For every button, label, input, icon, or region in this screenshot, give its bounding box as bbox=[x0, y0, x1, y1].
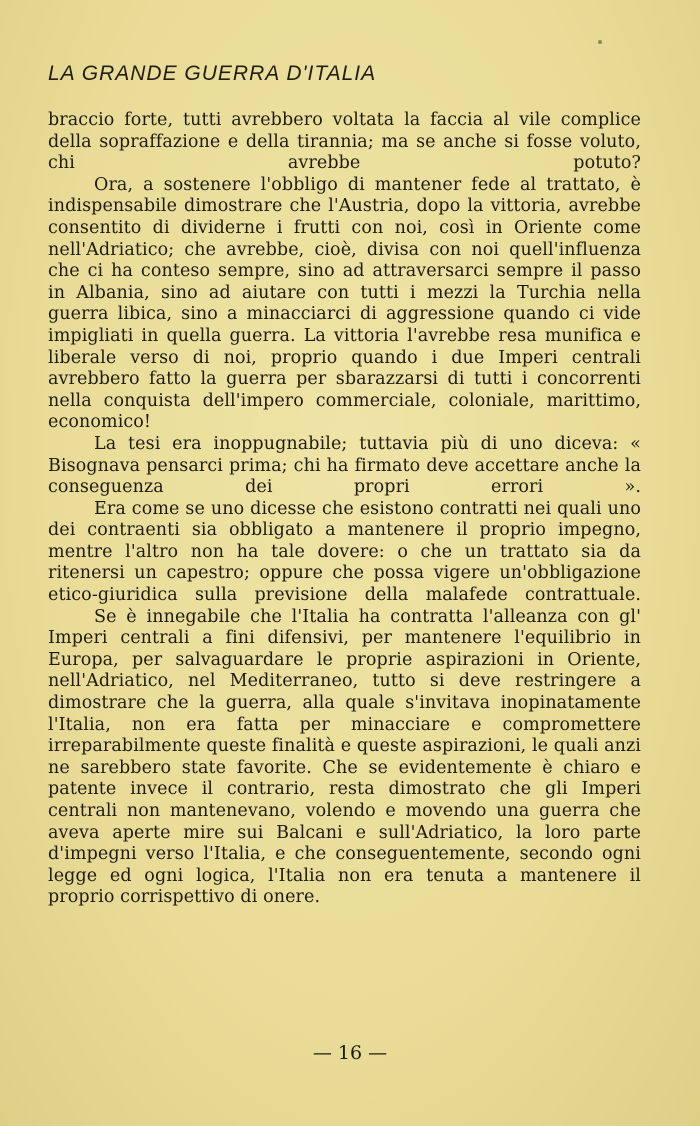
page-number: — 16 — bbox=[312, 1042, 388, 1064]
paragraph: Era come se uno dicesse che esistono contratti nei quali uno dei contraenti sia obbligato a mantenere il proprio impegno, mentre l'altro non ha tale dovere: o che un trattato sia da ritenersi un capestro; oppure che possa vigere un'obbligazione etico-giuridica sulla previsione della malafede contrattuale. bbox=[48, 498, 641, 606]
paragraph: Se è innegabile che l'Italia ha contratta l'alleanza con gl' Imperi centrali a fini difensivi, per mantenere l'equilibrio in Europa, per salvaguardare le proprie aspirazioni in Oriente, nell'Adriatico, nel Mediterraneo, tutto si deve restringere a dimostrare che la guerra, alla quale s'invitava inopinatamente l'Italia, non era fatta per minacciare e compromettere irreparabilmente queste finalità e queste aspirazioni, le quali anzi ne sarebbero state favorite. Che se evidentemente è chiaro e patente invece il contrario, resta dimostrato che gli Imperi centrali non mantenevano, volendo e movendo una guerra che aveva aperte mire sui Balcani e sull'Adriatico, la loro parte d'impegni verso l'Italia, e che conseguentemente, secondo ogni legge ed ogni logica, l'Italia non era tenuta a mantenere il proprio corrispettivo di onere. bbox=[48, 606, 641, 908]
running-header: LA GRANDE GUERRA D'ITALIA bbox=[48, 62, 377, 85]
paragraph: La tesi era inoppugnabile; tuttavia più di uno diceva: « Bisognava pensarci prima; chi ha firmato deve accettare anche la conseguenza dei propri errori ». bbox=[48, 433, 641, 498]
paragraph: braccio forte, tutti avrebbero voltata la faccia al vile complice della sopraffazione e della tirannia; ma se anche si fosse voluto, chi avrebbe potuto? bbox=[48, 110, 641, 174]
paragraph: Ora, a sostenere l'obbligo di mantener fede al trattato, è indispensabile dimostrare che l'Austria, dopo la vittoria, avrebbe consentito di dividerne i frutti con noi, così in Oriente come nell'Adriatico; che avrebbe, cioè, divisa con noi quell'influenza che ci ha conteso sempre, sino ad attraversarci sempre il passo in Albania, sino ad aiutare con tutti i mezzi la Turchia nella guerra libica, sino a minacciarci di aggressione quando ci vide impigliati in quella guerra. La vittoria l'avrebbe resa munifica e liberale verso di noi, proprio quando i due Imperi centrali avrebbero fatto la guerra per sbarazzarsi di tutti i concorrenti nella conquista dell'impero commerciale, coloniale, marittimo, economico! bbox=[48, 174, 641, 433]
page-body bbox=[48, 110, 641, 909]
page-speck bbox=[598, 40, 602, 44]
